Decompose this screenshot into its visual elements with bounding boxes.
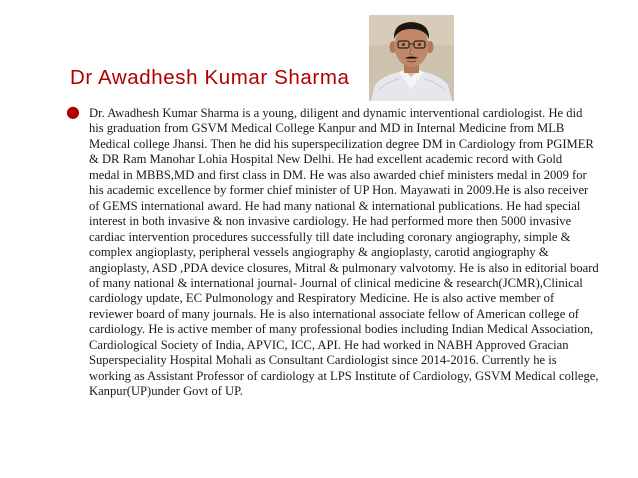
bio-line: & DR Ram Manohar Lohia Hospital New Delhi. He had excellent academic record with Gold — [89, 152, 563, 167]
bio-line: Kanpur(UP)under Govt of UP. — [89, 384, 243, 399]
bio-line: Medical college Jhansi. Then he did his superspecilization degree DM in Cardiology from PGIMER — [89, 136, 594, 151]
portrait-photo — [369, 15, 454, 101]
bio-line: complex angioplasty, peripheral vessels angiography & angioplasty, carotid angiography & — [89, 245, 549, 260]
bio-line: his graduation from GSVM Medical College Kanpur and MD in Internal Medicine from MLB — [89, 121, 565, 136]
bio-line: cardiac intervention procedures successfully till date including coronary angiography, simple & — [89, 229, 571, 244]
bio-line: angioplasty, ASD ,PDA device closures, Mitral & pulmonary valvotomy. He is also in editorial board — [89, 260, 599, 275]
bio-line: of GEMS international award. He had many national & international publications. He had special — [89, 198, 581, 213]
portrait-photo-icon — [369, 15, 454, 101]
bullet-dot-icon: ● — [66, 102, 80, 121]
bio-line: medal in MBBS,MD and first class in DM. He was also awarded chief ministers medal in 2009 for — [89, 167, 587, 182]
bio-line: cardiology. He is active member of many professional bodies including Indian Medical Association, — [89, 322, 594, 337]
bio-line: Dr. Awadhesh Kumar Sharma is a young, diligent and dynamic interventional cardiologist. He did — [89, 106, 583, 120]
bio-line: of many national & international journal- Journal of clinical medicine & research(JCMR),Clinical — [89, 275, 583, 290]
bio-line: Cardiological Society of India, APVIC, ICC, API. He had worked in NABH Approved Gracian — [89, 337, 569, 352]
bio-line: cardiology update, EC Pulmonology and Respiratory Medicine. He is also active member of — [89, 291, 555, 306]
slide-title: Dr Awadhesh Kumar Sharma — [70, 66, 350, 89]
bio-line: reviewer board of many journals. He is also international associate fellow of American college of — [89, 306, 579, 321]
bio-line: interest in both invasive & non invasive cardiology. He had performed more then 5000 invasive — [89, 214, 572, 229]
bio-line: Superspeciality Hospital Mohali as Consultant Cardiologist since 2014-2016. Currently he is — [89, 353, 557, 368]
bio-line: his academic excellence by former chief minister of UP Hon. Mayawati in 2009.He is also receiver — [89, 183, 589, 198]
bio-paragraph — [89, 106, 609, 400]
bio-line: working as Assistant Professor of cardiology at LPS Institute of Cardiology, GSVM Medical college, — [89, 368, 599, 383]
